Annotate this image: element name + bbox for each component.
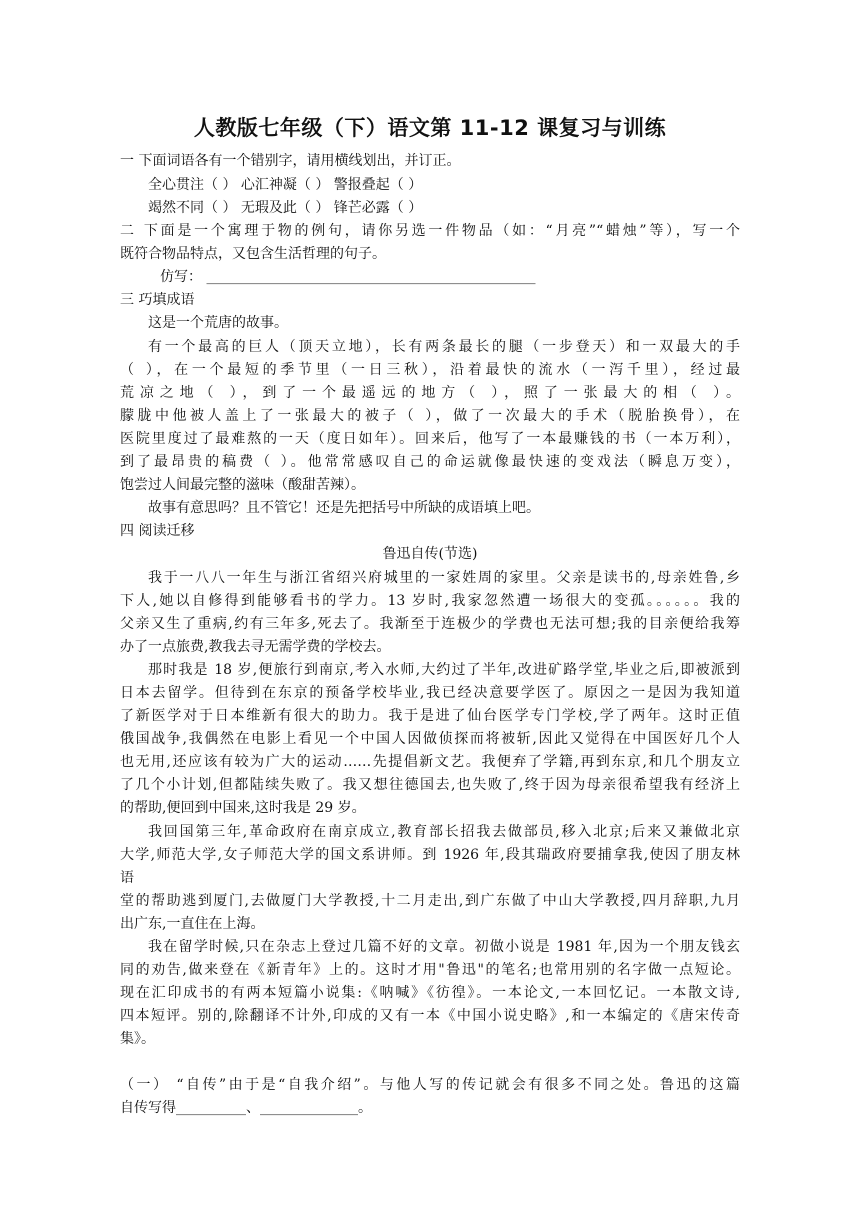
passage-para1-line4: 办了一点旅费,教我去寻无需学费的学校去。 <box>120 639 391 655</box>
passage-para1-line2: 下人,她以自修得到能够看书的学力。13 岁时,我家忽然遭一场很大的变孤。。。。。。我的 <box>120 593 740 609</box>
section2-heading-line2: 既符合物品特点，又包含生活哲理的句子。 <box>120 246 386 262</box>
passage-para3-line2: 大学,师范大学,女子师范大学的国文系讲师。到 1926 年,段其瑞政府要捕拿我,使因了朋友林 <box>120 847 740 863</box>
section1-heading: 一 下面词语各有一个错别字，请用横线划出，并订正。 <box>120 153 461 169</box>
passage-para3-line5: 出广东,一直住在上海。 <box>120 916 265 932</box>
section3-p8: 故事有意思吗？且不管它！还是先把括号中所缺的成语填上吧。 <box>148 500 540 516</box>
page-title: 人教版七年级（下）语文第 11-12 课复习与训练 <box>193 116 667 140</box>
question1-line2: 自传写得__________、______________。 <box>120 1100 372 1116</box>
passage-para2-line4: 俄国战争,我偶然在电影上看见一个中国人因做侦探而将被斩,因此又觉得在中国医好几个人 <box>120 731 740 747</box>
question1-line1: （一） “自传”由于是“自我介绍”。与他人写的传记就会有很多不同之处。鲁迅的这篇 <box>120 1077 740 1093</box>
section3-heading: 三 巧填成语 <box>120 292 195 308</box>
passage-para4-line2: 同的劝告,做来登在《新青年》上的。这时才用"鲁迅"的笔名;也常用别的名字做一点短论。 <box>120 962 740 978</box>
section3-p2: （ ），在一个最短的季节里（一日三秋），沿着最快的流水（一泻千里），经过最 <box>120 362 740 378</box>
section1-row1: 全心贯注（ ） 心汇神凝（ ） 警报叠起（ ） <box>148 177 423 193</box>
passage-title: 鲁迅自传(节选) <box>382 546 478 562</box>
section2-fangxie: 仿写： _______________________________________________ <box>160 269 536 285</box>
section4-heading: 四 阅读迁移 <box>120 523 195 539</box>
passage-para2-line1: 那时我是 18 岁,便旅行到南京,考入水师,大约过了半年,改进矿路学堂,毕业之后,即被派到 <box>148 662 740 678</box>
section3-p4: 朦胧中他被人盖上了一张最大的被子（ ），做了一次最大的手术（脱胎换骨），在 <box>120 408 740 424</box>
passage-para3-line1: 我回国第三年,革命政府在南京成立,教育部长招我去做部员,移入北京;后来又兼做北京 <box>148 824 740 840</box>
passage-para2-line6: 了几个小计划,但都陆续失败了。我又想往德国去,也失败了,终于因为母亲很希望我有经济上 <box>120 777 740 793</box>
passage-para4-line4: 四本短评。别的,除翻译不计外,印成的又有一本《中国小说史略》,和一本编定的《唐宋传奇 <box>120 1008 740 1024</box>
section3-p1: 有一个最高的巨人（顶天立地），长有两条最长的腿（一步登天）和一双最大的手 <box>148 339 740 355</box>
section3-p3: 荒凉之地（ ），到了一个最遥远的地方（ ），照了一张最大的相（ ）。 <box>120 385 740 401</box>
passage-para2-line3: 了新医学对于日本维新有很大的助力。我于是进了仙台医学专门学校,学了两年。这时正值 <box>120 708 740 724</box>
passage-para3-line4: 堂的帮助逃到厦门,去做厦门大学教授,十二月走出,到广东做了中山大学教授,四月辞职,九月 <box>120 893 740 909</box>
passage-para1-line1: 我于一八八一年生与浙江省绍兴府城里的一家姓周的家里。父亲是读书的,母亲姓鲁,乡 <box>148 570 740 586</box>
passage-para4-line3: 现在汇印成书的有两本短篇小说集:《呐喊》《彷徨》。一本论文,一本回忆记。一本散文诗, <box>120 985 740 1001</box>
passage-para4-line5: 集》。 <box>120 1031 155 1047</box>
passage-para1-line3: 父亲又生了重病,约有三年多,死去了。我渐至于连极少的学费也无法可想;我的目亲便给我筹 <box>120 616 740 632</box>
section1-row2: 竭然不同（ ） 无瑕及此（ ） 锋芒必露（ ） <box>148 200 423 216</box>
passage-para2-line2: 日本去留学。但待到在东京的预备学校毕业,我已经决意要学医了。原因之一是因为我知道 <box>120 685 740 701</box>
section2-heading-line1: 二 下面是一个寓理于物的例句，请你另选一件物品（如：“月亮”“蜡烛”等），写一个 <box>120 223 740 239</box>
passage-para2-line5: 也无用,还应该有较为广大的运动……先提倡新文艺。我便弃了学籍,再到东京,和几个朋友立 <box>120 754 740 770</box>
section3-intro: 这是一个荒唐的故事。 <box>148 315 288 331</box>
section3-p5: 医院里度过了最难熬的一天（度日如年）。回来后，他写了一本最赚钱的书（一本万利）， <box>120 431 740 447</box>
passage-para2-line7: 的帮助,便回到中国来,这时我是 29 岁。 <box>120 800 366 816</box>
section3-p6: 到了最昂贵的稿费（ ）。他常常感叹自己的命运就像最快速的变戏法（瞬息万变）， <box>120 454 740 470</box>
passage-para3-line3: 语 <box>120 870 134 886</box>
passage-para4-line1: 我在留学时候,只在杂志上登过几篇不好的文章。初做小说是 1981 年,因为一个朋友钱玄 <box>148 939 740 955</box>
section3-p7: 饱尝过人间最完整的滋味（酸甜苦辣）。 <box>120 477 365 493</box>
